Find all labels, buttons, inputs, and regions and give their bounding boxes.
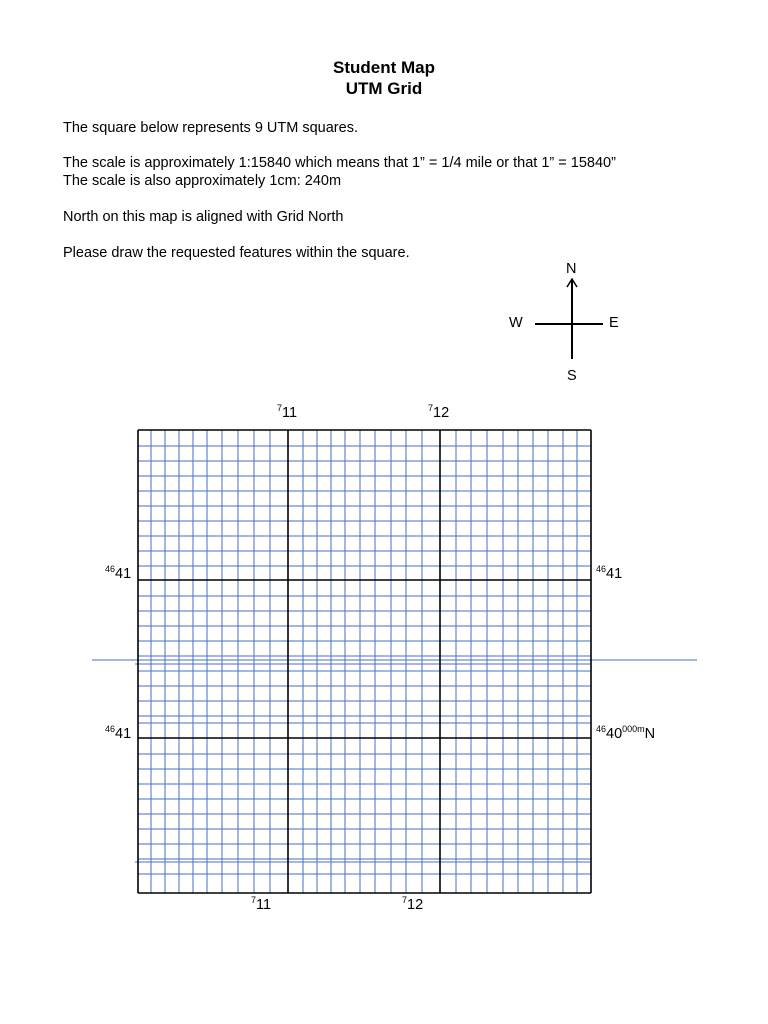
easting-label-bottom-right: $^7$12 [402,895,424,913]
title-line1: Student Map [333,58,435,77]
easting-label-bottom-left: $^7$11 [251,895,272,913]
compass-south-label: S [567,368,577,384]
easting-label-top-left: $^7$11 [277,403,298,421]
northing-label-right-upper: $^{46}$41 [596,564,623,582]
paragraph-instruction: Please draw the requested features within the square. [63,245,410,261]
title-line2: UTM Grid [345,79,423,98]
paragraph-north: North on this map is aligned with Grid North [63,209,344,225]
paragraph-scale-inch: The scale is approximately 1:15840 which means that 1” = 1/4 mile or that 1” = 15840” [63,155,616,171]
compass-east-label: E [609,315,619,331]
northing-label-right-lower: $^{46}40^{000m}N$ [596,724,656,742]
paragraph-squares: The square below represents 9 UTM squares. [63,120,358,136]
compass-west-label: W [509,315,523,331]
northing-label-left-lower: $^{46}$41 [105,724,132,742]
northing-label-left-upper: $^{46}$41 [105,564,132,582]
paragraph-scale-cm: The scale is also approximately 1cm: 240m [63,173,342,189]
compass-north-label: N [566,261,577,277]
easting-label-top-right: $^7$12 [428,403,450,421]
